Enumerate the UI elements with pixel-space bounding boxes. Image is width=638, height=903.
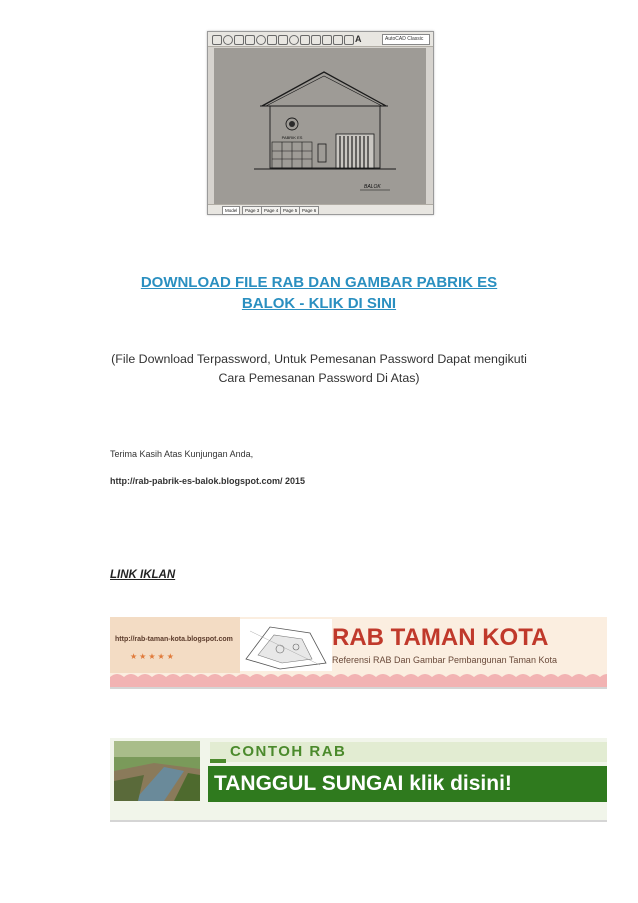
download-link[interactable] [110,272,528,314]
taman-banner-title-rab: RAB [332,624,384,651]
taman-banner-title-rest: TAMAN KOTA [390,624,549,651]
layout-tabs [208,204,433,214]
blog-url[interactable]: http://rab-pabrik-es-balok.blogspot.com/ 2015 [110,476,306,486]
link-iklan-heading[interactable]: LINK IKLAN [110,569,176,581]
taman-banner-left-panel [110,617,240,673]
table-tool-icon [344,35,354,45]
park-site-plan-icon [240,619,332,671]
password-note-line-2: Cara Pemesanan Password Di Atas) [218,371,420,385]
download-link-line-1[interactable]: DOWNLOAD FILE RAB DAN GAMBAR PABRIK ES [140,274,498,291]
arc-tool-icon [245,35,255,45]
tab-page-5: Page 5 [280,206,300,215]
hatch-tool-icon [311,35,321,45]
cad-drawing-screenshot [207,31,434,215]
password-note-line-1: (File Download Terpassword, Untuk Pemesanan Password Dapat mengikuti [111,352,527,366]
tab-page-6: Page 6 [299,206,319,215]
taman-banner-url: http://rab-taman-kota.blogspot.com [115,636,233,643]
scallop-border-icon [110,671,607,687]
thanks-text: Terima Kasih Atas Kunjungan Anda, [110,449,254,459]
cad-toolbar [208,32,433,47]
gradient-tool-icon [322,35,332,45]
download-link-line-2[interactable]: BALOK - KLIK DI SINI [241,295,397,312]
cad-canvas [214,48,426,206]
sungai-banner-title: TANGGUL SUNGAI klik disini! [214,772,512,795]
river-embankment-photo [114,741,200,801]
workspace-combo: AutoCAD Classic [382,34,430,45]
svg-text:PABRIK ES: PABRIK ES [281,135,303,140]
polyline-tool-icon [267,35,277,45]
ellipse-tool-icon [256,35,266,45]
region-tool-icon [333,35,343,45]
tab-page-4: Page 4 [261,206,281,215]
svg-text:BALOK: BALOK [364,184,381,190]
circle-tool-icon [223,35,233,45]
taman-banner-title [332,625,548,651]
taman-banner-subtitle: Referensi RAB Dan Gambar Pembangunan Taman Kota [332,655,557,665]
building-elevation-drawing [214,48,426,206]
spline-tool-icon [278,35,288,45]
line-tool-icon [212,35,222,45]
text-tool-icon: A [355,34,362,44]
insert-block-icon [300,35,310,45]
star-rating-icon: ★★★★★ [130,652,176,661]
tanggul-sungai-ad-banner[interactable] [110,738,607,822]
taman-kota-ad-banner[interactable] [110,617,607,689]
tab-page-3: Page 3 [242,206,262,215]
sungai-banner-heading: CONTOH RAB [230,743,347,760]
tab-model: Model [222,206,240,215]
password-note [110,350,528,388]
rectangle-tool-icon [234,35,244,45]
revcloud-tool-icon [289,35,299,45]
